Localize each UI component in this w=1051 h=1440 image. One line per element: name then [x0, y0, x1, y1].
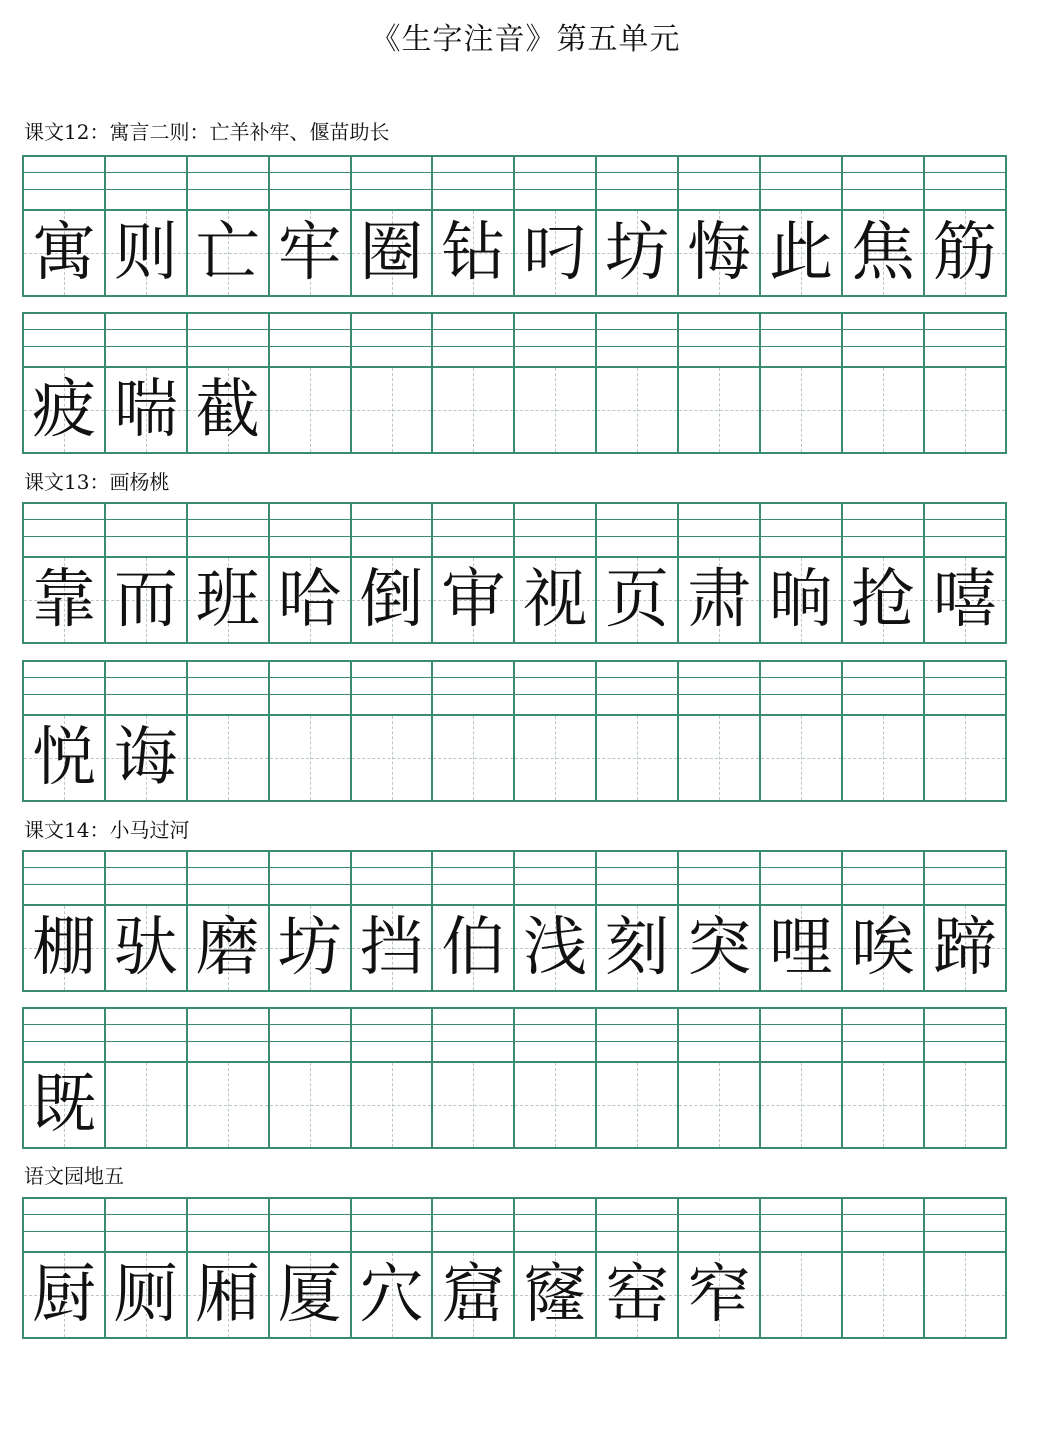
pinyin-lines — [761, 1199, 841, 1253]
hanzi-character: 肃 — [687, 563, 752, 637]
pinyin-lines — [188, 1199, 268, 1253]
character-cell — [759, 502, 843, 644]
pinyin-lines — [270, 662, 350, 716]
pinyin-lines — [188, 157, 268, 211]
tian-grid — [843, 1063, 923, 1147]
pinyin-lines — [188, 314, 268, 368]
hanzi-character: 倒 — [359, 563, 424, 637]
pinyin-lines — [352, 157, 432, 211]
character-cell — [595, 850, 679, 992]
hanzi-character: 窄 — [687, 1258, 752, 1332]
pinyin-lines — [761, 662, 841, 716]
tian-grid — [597, 716, 677, 800]
pinyin-lines — [352, 504, 432, 558]
hanzi-character: 厨 — [31, 1258, 96, 1332]
pinyin-lines — [761, 157, 841, 211]
character-cell — [923, 660, 1007, 802]
hanzi-character: 哩 — [768, 911, 833, 985]
tian-grid — [270, 1063, 350, 1147]
tian-grid — [433, 716, 513, 800]
character-cell — [759, 1197, 843, 1339]
tian-grid — [433, 368, 513, 452]
pinyin-lines — [679, 314, 759, 368]
character-cell — [186, 660, 270, 802]
character-cell — [104, 312, 188, 454]
lesson-heading: 课文12：寓言二则：亡羊补牢、偃苗助长 — [24, 120, 390, 144]
character-cell — [350, 155, 434, 297]
character-cell — [513, 660, 597, 802]
pinyin-lines — [106, 157, 186, 211]
pinyin-lines — [925, 157, 1005, 211]
tian-grid — [679, 716, 759, 800]
pinyin-lines — [270, 852, 350, 906]
tian-grid — [352, 1063, 432, 1147]
pinyin-lines — [679, 1009, 759, 1063]
character-cell — [923, 312, 1007, 454]
character-cell — [677, 1007, 761, 1149]
pinyin-lines — [352, 662, 432, 716]
pinyin-lines — [925, 662, 1005, 716]
character-cell — [268, 155, 352, 297]
character-row — [22, 850, 1029, 992]
hanzi-character: 叼 — [523, 216, 588, 290]
pinyin-lines — [597, 157, 677, 211]
character-cell — [104, 155, 188, 297]
pinyin-lines — [925, 504, 1005, 558]
lesson-heading: 课文13：画杨桃 — [24, 470, 170, 494]
pinyin-lines — [597, 1009, 677, 1063]
tian-grid — [106, 1063, 186, 1147]
pinyin-lines — [925, 314, 1005, 368]
character-cell — [431, 312, 515, 454]
hanzi-character: 悦 — [31, 721, 96, 795]
pinyin-lines — [106, 504, 186, 558]
character-cell — [923, 1197, 1007, 1339]
hanzi-character: 而 — [113, 563, 178, 637]
character-cell — [513, 155, 597, 297]
character-row — [22, 1197, 1029, 1339]
pinyin-lines — [188, 504, 268, 558]
character-cell — [677, 1197, 761, 1339]
tian-grid — [843, 1253, 923, 1337]
tian-grid — [925, 716, 1005, 800]
pinyin-lines — [843, 1199, 923, 1253]
pinyin-lines — [270, 504, 350, 558]
pinyin-lines — [24, 1199, 104, 1253]
character-cell — [759, 660, 843, 802]
pinyin-lines — [433, 662, 513, 716]
character-cell — [677, 312, 761, 454]
hanzi-character: 牢 — [277, 216, 342, 290]
character-cell — [759, 1007, 843, 1149]
character-cell — [841, 155, 925, 297]
character-cell — [104, 1197, 188, 1339]
hanzi-character: 刻 — [605, 911, 670, 985]
character-cell — [350, 1007, 434, 1149]
character-cell — [104, 850, 188, 992]
character-cell — [268, 1007, 352, 1149]
pinyin-lines — [925, 1199, 1005, 1253]
pinyin-lines — [679, 157, 759, 211]
hanzi-character: 窿 — [523, 1258, 588, 1332]
character-cell — [186, 1007, 270, 1149]
character-cell — [595, 1007, 679, 1149]
character-cell — [923, 155, 1007, 297]
page-title: 《生字注音》第五单元 — [370, 22, 681, 57]
tian-grid — [761, 368, 841, 452]
hanzi-character: 嘻 — [932, 563, 997, 637]
hanzi-character: 此 — [768, 216, 833, 290]
tian-grid — [515, 368, 595, 452]
character-cell — [595, 155, 679, 297]
hanzi-character: 抢 — [850, 563, 915, 637]
character-cell — [595, 660, 679, 802]
pinyin-lines — [24, 662, 104, 716]
tian-grid — [270, 716, 350, 800]
tian-grid — [597, 1063, 677, 1147]
character-cell — [350, 312, 434, 454]
hanzi-character: 筋 — [932, 216, 997, 290]
lesson-heading: 语文园地五 — [24, 1164, 124, 1188]
hanzi-character: 棚 — [31, 911, 96, 985]
pinyin-lines — [106, 314, 186, 368]
character-cell — [677, 155, 761, 297]
pinyin-lines — [679, 662, 759, 716]
pinyin-lines — [352, 314, 432, 368]
character-cell — [268, 502, 352, 644]
pinyin-lines — [925, 1009, 1005, 1063]
tian-grid — [761, 1253, 841, 1337]
character-cell — [677, 850, 761, 992]
pinyin-lines — [106, 852, 186, 906]
pinyin-lines — [597, 314, 677, 368]
character-cell — [22, 850, 106, 992]
hanzi-character: 伯 — [441, 911, 506, 985]
tian-grid — [925, 1063, 1005, 1147]
character-cell — [22, 1007, 106, 1149]
character-cell — [104, 502, 188, 644]
character-cell — [513, 850, 597, 992]
pinyin-lines — [270, 1009, 350, 1063]
pinyin-lines — [106, 662, 186, 716]
pinyin-lines — [24, 1009, 104, 1063]
pinyin-lines — [515, 852, 595, 906]
character-cell — [22, 660, 106, 802]
pinyin-lines — [24, 314, 104, 368]
tian-grid — [515, 716, 595, 800]
pinyin-lines — [352, 852, 432, 906]
pinyin-lines — [597, 852, 677, 906]
character-cell — [431, 1197, 515, 1339]
pinyin-lines — [515, 314, 595, 368]
pinyin-lines — [843, 662, 923, 716]
hanzi-character: 班 — [195, 563, 260, 637]
hanzi-character: 晌 — [768, 563, 833, 637]
character-row — [22, 155, 1029, 297]
hanzi-character: 悔 — [687, 216, 752, 290]
pinyin-lines — [597, 662, 677, 716]
pinyin-lines — [679, 504, 759, 558]
pinyin-lines — [352, 1009, 432, 1063]
hanzi-character: 浅 — [523, 911, 588, 985]
tian-grid — [352, 716, 432, 800]
pinyin-lines — [515, 662, 595, 716]
tian-grid — [925, 368, 1005, 452]
character-cell — [22, 1197, 106, 1339]
hanzi-character: 审 — [441, 563, 506, 637]
character-cell — [186, 850, 270, 992]
tian-grid — [761, 1063, 841, 1147]
hanzi-character: 诲 — [113, 721, 178, 795]
pinyin-lines — [761, 314, 841, 368]
character-cell — [431, 660, 515, 802]
pinyin-lines — [761, 1009, 841, 1063]
character-cell — [841, 312, 925, 454]
tian-grid — [352, 368, 432, 452]
tian-grid — [679, 368, 759, 452]
pinyin-lines — [106, 1009, 186, 1063]
tian-grid — [679, 1063, 759, 1147]
hanzi-character: 唉 — [850, 911, 915, 985]
hanzi-character: 视 — [523, 563, 588, 637]
hanzi-character: 圈 — [359, 216, 424, 290]
pinyin-lines — [270, 314, 350, 368]
pinyin-lines — [515, 504, 595, 558]
hanzi-character: 突 — [687, 911, 752, 985]
hanzi-character: 则 — [113, 216, 178, 290]
character-cell — [923, 1007, 1007, 1149]
tian-grid — [188, 1063, 268, 1147]
character-cell — [431, 850, 515, 992]
pinyin-lines — [270, 157, 350, 211]
pinyin-lines — [843, 852, 923, 906]
pinyin-lines — [433, 1199, 513, 1253]
pinyin-lines — [188, 662, 268, 716]
character-cell — [350, 502, 434, 644]
tian-grid — [925, 1253, 1005, 1337]
tian-grid — [270, 368, 350, 452]
character-cell — [350, 850, 434, 992]
pinyin-lines — [433, 157, 513, 211]
pinyin-lines — [352, 1199, 432, 1253]
character-cell — [268, 312, 352, 454]
character-cell — [677, 660, 761, 802]
tian-grid — [433, 1063, 513, 1147]
hanzi-character: 驮 — [113, 911, 178, 985]
hanzi-character: 页 — [605, 563, 670, 637]
tian-grid — [843, 716, 923, 800]
pinyin-lines — [843, 157, 923, 211]
character-cell — [513, 312, 597, 454]
tian-grid — [597, 368, 677, 452]
character-cell — [431, 155, 515, 297]
character-cell — [22, 312, 106, 454]
pinyin-lines — [433, 1009, 513, 1063]
hanzi-character: 窑 — [605, 1258, 670, 1332]
pinyin-lines — [24, 157, 104, 211]
character-cell — [595, 312, 679, 454]
hanzi-character: 厕 — [113, 1258, 178, 1332]
hanzi-character: 钻 — [441, 216, 506, 290]
hanzi-character: 焦 — [850, 216, 915, 290]
character-cell — [186, 155, 270, 297]
hanzi-character: 哈 — [277, 563, 342, 637]
pinyin-lines — [843, 1009, 923, 1063]
character-cell — [350, 660, 434, 802]
character-row — [22, 660, 1029, 802]
pinyin-lines — [761, 852, 841, 906]
pinyin-lines — [515, 157, 595, 211]
pinyin-lines — [761, 504, 841, 558]
pinyin-lines — [188, 1009, 268, 1063]
hanzi-character: 厢 — [195, 1258, 260, 1332]
pinyin-lines — [270, 1199, 350, 1253]
character-cell — [759, 155, 843, 297]
pinyin-lines — [433, 504, 513, 558]
pinyin-lines — [24, 852, 104, 906]
character-cell — [268, 850, 352, 992]
character-cell — [513, 1197, 597, 1339]
hanzi-character: 寓 — [31, 216, 96, 290]
character-cell — [677, 502, 761, 644]
pinyin-lines — [925, 852, 1005, 906]
character-row — [22, 1007, 1029, 1149]
pinyin-lines — [515, 1009, 595, 1063]
pinyin-lines — [597, 504, 677, 558]
character-row — [22, 502, 1029, 644]
character-cell — [759, 312, 843, 454]
hanzi-character: 蹄 — [932, 911, 997, 985]
hanzi-character: 坊 — [605, 216, 670, 290]
character-cell — [513, 1007, 597, 1149]
hanzi-character: 疲 — [31, 373, 96, 447]
character-cell — [22, 502, 106, 644]
character-cell — [186, 312, 270, 454]
character-cell — [186, 1197, 270, 1339]
character-cell — [841, 1197, 925, 1339]
hanzi-character: 挡 — [359, 911, 424, 985]
pinyin-lines — [24, 504, 104, 558]
character-cell — [841, 502, 925, 644]
character-cell — [104, 1007, 188, 1149]
pinyin-lines — [843, 314, 923, 368]
character-cell — [513, 502, 597, 644]
tian-grid — [188, 716, 268, 800]
pinyin-lines — [433, 314, 513, 368]
character-cell — [841, 850, 925, 992]
character-cell — [431, 1007, 515, 1149]
hanzi-character: 穴 — [359, 1258, 424, 1332]
pinyin-lines — [515, 1199, 595, 1253]
character-row — [22, 312, 1029, 454]
tian-grid — [515, 1063, 595, 1147]
character-cell — [431, 502, 515, 644]
character-cell — [350, 1197, 434, 1339]
pinyin-lines — [433, 852, 513, 906]
character-cell — [104, 660, 188, 802]
hanzi-character: 截 — [195, 373, 260, 447]
character-cell — [595, 1197, 679, 1339]
tian-grid — [761, 716, 841, 800]
character-cell — [759, 850, 843, 992]
character-cell — [923, 850, 1007, 992]
pinyin-lines — [188, 852, 268, 906]
hanzi-character: 靠 — [31, 563, 96, 637]
hanzi-character: 既 — [31, 1068, 96, 1142]
character-cell — [841, 660, 925, 802]
hanzi-character: 亡 — [195, 216, 260, 290]
pinyin-lines — [679, 1199, 759, 1253]
hanzi-character: 喘 — [113, 373, 178, 447]
character-cell — [22, 155, 106, 297]
character-cell — [923, 502, 1007, 644]
lesson-heading: 课文14：小马过河 — [24, 818, 190, 842]
hanzi-character: 磨 — [195, 911, 260, 985]
character-cell — [841, 1007, 925, 1149]
pinyin-lines — [106, 1199, 186, 1253]
character-cell — [595, 502, 679, 644]
hanzi-character: 厦 — [277, 1258, 342, 1332]
character-cell — [268, 1197, 352, 1339]
pinyin-lines — [843, 504, 923, 558]
tian-grid — [843, 368, 923, 452]
hanzi-character: 窟 — [441, 1258, 506, 1332]
pinyin-lines — [597, 1199, 677, 1253]
character-cell — [186, 502, 270, 644]
pinyin-lines — [679, 852, 759, 906]
character-cell — [268, 660, 352, 802]
hanzi-character: 坊 — [277, 911, 342, 985]
